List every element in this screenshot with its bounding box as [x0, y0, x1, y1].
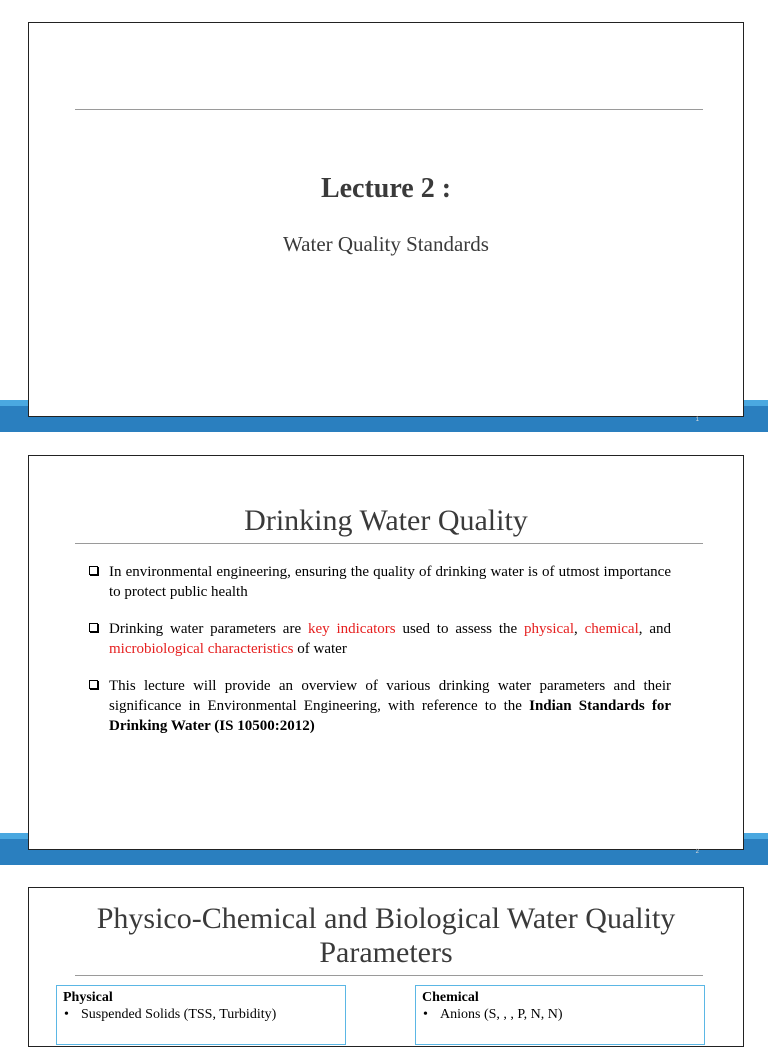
bullet-item [87, 562, 671, 602]
bullet-list [87, 562, 671, 753]
bullet-text: This lecture will provide an overview of various drinking water parameters and their significance in Environmental Engineering, with reference to the [109, 678, 671, 714]
box-heading: Physical [63, 990, 113, 1005]
slide-3-divider [75, 975, 703, 976]
slide-number: 2 [695, 849, 699, 855]
slide-2-divider [75, 543, 703, 544]
slide-title: Physico-Chemical and Biological Water Quality Parameters [96, 902, 676, 969]
chemical-parameters-box [415, 985, 705, 1045]
slide-number: 1 [695, 417, 699, 423]
bullet-text-part: Drinking water parameters are [109, 621, 308, 637]
checkbox-bullet-icon [89, 623, 98, 632]
bullet-text-part: , [574, 621, 585, 637]
slide-3 [28, 887, 744, 1047]
box-list-item: • Anions (S, , , P, N, N) [422, 1006, 698, 1023]
bullet-text: In environmental engineering, ensuring the quality of drinking water is of utmost importance to protect public health [109, 564, 671, 600]
slide-1-divider [75, 109, 703, 110]
bullet-text-part: used to assess the [395, 621, 525, 637]
bullet-text-part: , and [638, 621, 672, 637]
slide-title: Drinking Water Quality [244, 504, 528, 537]
slide-1 [28, 22, 744, 423]
highlight-physical: physical [524, 621, 575, 637]
highlight-chemical: chemical [584, 621, 639, 637]
slide-2 [28, 455, 744, 855]
highlight-key-indicators: key indicators [307, 621, 396, 637]
box-heading: Chemical [422, 990, 479, 1005]
lecture-subtitle: Water Quality Standards [283, 232, 489, 256]
box-list-item: • Suspended Solids (TSS, Turbidity) [63, 1006, 339, 1023]
bullet-text-part: of water [293, 641, 347, 657]
bullet-item [87, 619, 671, 659]
bullet-item [87, 676, 671, 736]
lecture-title: Lecture 2 : [320, 173, 452, 204]
checkbox-bullet-icon [89, 566, 98, 575]
checkbox-bullet-icon [89, 680, 98, 689]
highlight-microbiological: microbiological characteristics [109, 641, 294, 657]
physical-parameters-box [56, 985, 346, 1045]
bullet-bold-text: Indian Standards for Drinking Water (IS 10500:2012) [109, 698, 671, 734]
